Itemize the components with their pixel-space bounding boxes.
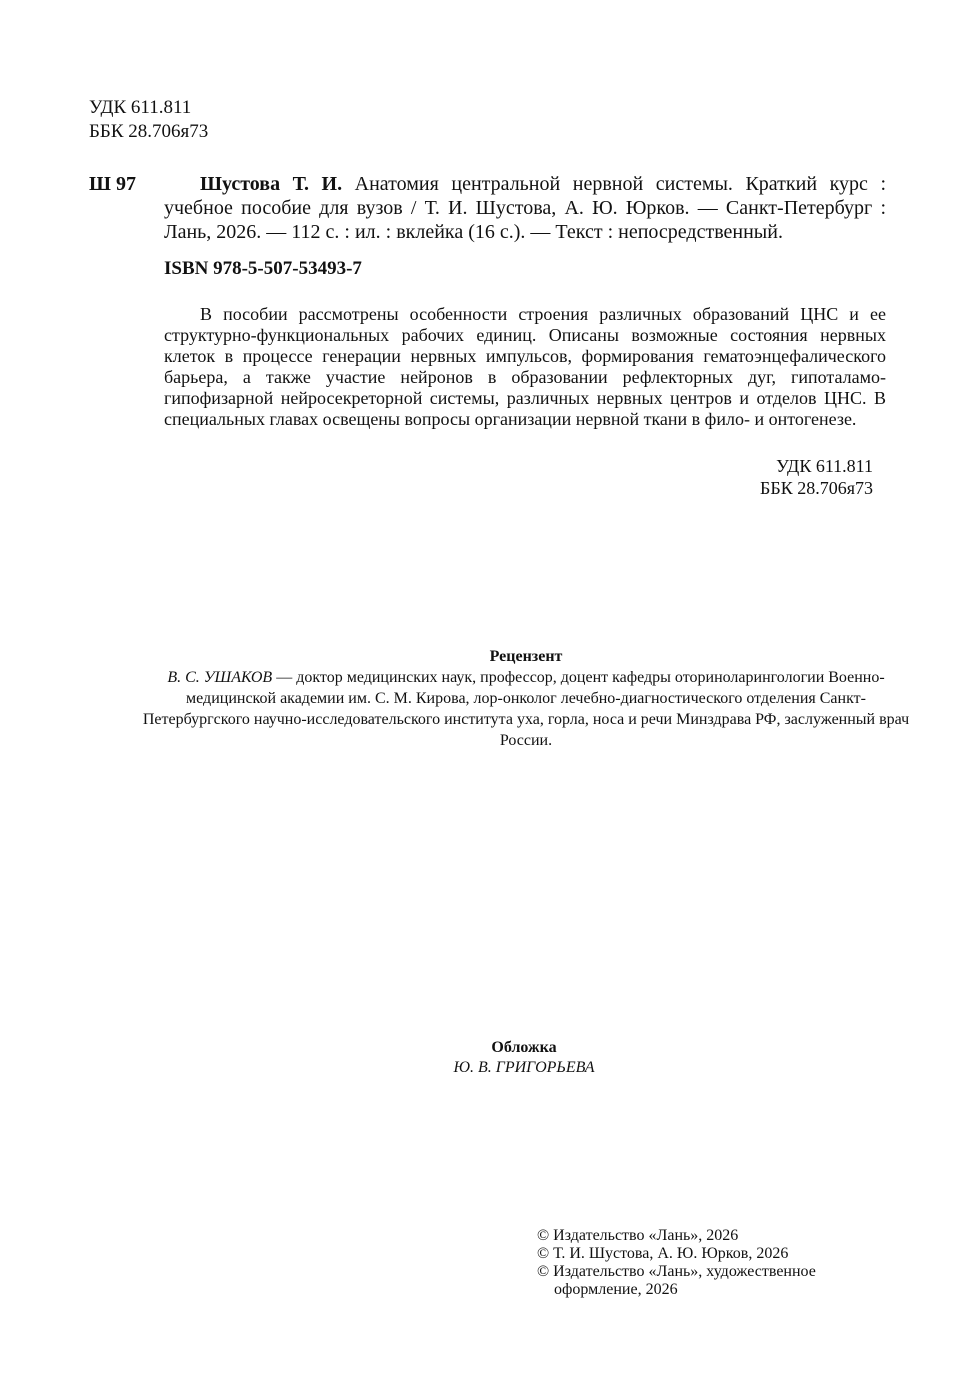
bib-author: Шустова Т. И. bbox=[200, 173, 343, 195]
annotation-udk-code: УДК 611.811 bbox=[776, 456, 873, 476]
bbk-code: ББК 28.706я73 bbox=[89, 121, 209, 142]
author-mark: Ш 97 bbox=[89, 173, 136, 195]
annotation-classification-codes bbox=[740, 455, 873, 499]
classification-codes bbox=[89, 96, 208, 144]
cover-section bbox=[374, 1038, 674, 1078]
reviewer-description: — доктор медицинских наук, профессор, доцент кафедры оториноларингологии Военно-медицинской академии им. С. М. Кирова, лор-онколог лечебно-диагностического отделения Санкт-Петербургского научно-исследовательского института уха, горла, носа и речи Минздрава РФ, заслуженный врач России. bbox=[142, 669, 910, 749]
copyright-line: © Издательство «Лань», 2026 bbox=[537, 1227, 739, 1244]
cover-designer-name: Ю. В. ГРИГОРЬЕВА bbox=[453, 1059, 595, 1076]
cover-heading: Обложка bbox=[491, 1039, 557, 1056]
reviewer-section bbox=[140, 646, 912, 751]
udk-code: УДК 611.811 bbox=[89, 97, 192, 118]
copyright-notices bbox=[537, 1227, 857, 1299]
annotation: В пособии рассмотрены особенности строения различных образований ЦНС и ее структурно-функциональных рабочих единиц. Описаны возможные состояния нервных клеток в процессе генерации нервных импульсов, формирования гематоэнцефалического барьера, а также участие нейронов в образовании рефлекторных дуг, гипоталамо-гипофизарной нейросекреторной системы, различных нервных центров и отделов ЦНС. В специальных главах освещены вопросы организации нервной ткани в фило- и онтогенезе. bbox=[164, 304, 886, 429]
copyright-line: © Издательство «Лань», художественное оформление, 2026 bbox=[537, 1263, 816, 1298]
reviewer-heading: Рецензент bbox=[489, 648, 563, 665]
annotation-bbk-code: ББК 28.706я73 bbox=[760, 478, 873, 498]
reviewer-name: В. С. УШАКОВ bbox=[167, 669, 273, 686]
bibliographic-description bbox=[164, 172, 886, 244]
bib-description: Анатомия центральной нервной системы. Краткий курс : учебное пособие для вузов / Т. И. Шустова, А. Ю. Юрков. — Санкт-Петербург : Лань, 2026. — 112 с. : ил. : вклейка (16 с.). — Текст : непосредственный. bbox=[164, 173, 887, 243]
copyright-line: © Т. И. Шустова, А. Ю. Юрков, 2026 bbox=[537, 1245, 789, 1262]
isbn: ISBN 978-5-507-53493-7 bbox=[164, 258, 362, 279]
reviewer-text bbox=[140, 667, 912, 751]
